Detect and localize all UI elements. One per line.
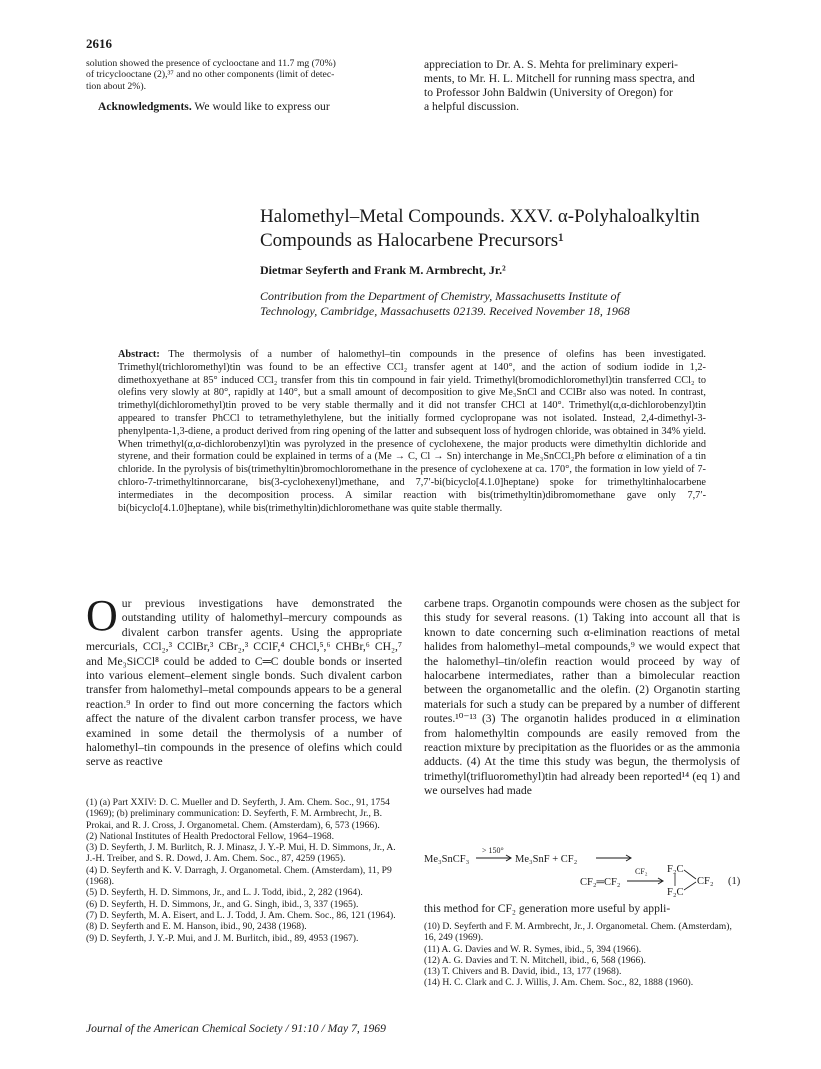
footnote: (11) A. G. Davies and W. R. Symes, ibid., 5, 394 (1966). bbox=[424, 943, 642, 955]
eq-reactant: Me₃SnCF₃ bbox=[424, 854, 470, 865]
article-title bbox=[260, 205, 780, 253]
eq-ring-bottom: F₂C bbox=[667, 887, 684, 898]
footnote: (13) T. Chivers and B. David, ibid., 13, 177 (1968). bbox=[424, 966, 622, 978]
text-line: a helpful discussion. bbox=[424, 100, 519, 113]
right-column-text: carbene traps. Organotin compounds were chosen as the subject for this study for several reasons. (1) Taking into account all that is known to date concerning such α-elimination reactions of metal halides from halomethyl–metal compounds,⁹ we would expect that the halomethyl–tin/olefin reaction would proceed by way of halocarbene intermediates, rather than a bimolecular reaction between the organometallic and the olefin. (2) Organotin starting materials for such a study can be prepared by a number of different routes.¹⁰⁻¹³ (3) The organotin halides produced in α elimination from halomethyltin compounds are easily removed from the reaction mixture by precipitation as the fluorides or as the ammonia adducts. (4) At the time this study was begun, the thermolysis of trimethyl(trifluoromethyl)tin had already been reported¹⁴ (eq 1) and we ourselves had made bbox=[424, 597, 740, 798]
equation-graphic bbox=[424, 845, 754, 899]
introduction-left-column bbox=[86, 591, 402, 770]
footnote: (7) D. Seyferth, M. A. Eisert, and L. J. Todd, J. Am. Chem. Soc., 86, 121 (1964). bbox=[86, 909, 396, 921]
text-line: tion about 2%). bbox=[86, 80, 146, 92]
eq-number: (1) bbox=[728, 876, 741, 887]
journal-footer: Journal of the American Chemical Society / 91:10 / May 7, 1969 bbox=[86, 1022, 386, 1035]
eq-ring-top: F₂C bbox=[667, 864, 684, 875]
footnote: (14) H. C. Clark and C. J. Willis, J. Am. Chem. Soc., 82, 1888 (1960). bbox=[424, 977, 694, 989]
abstract-label: Abstract: bbox=[118, 349, 160, 360]
affiliation-line: Technology, Cambridge, Massachusetts 02139. Received November 18, 1968 bbox=[260, 304, 630, 318]
text-line: to Professor John Baldwin (University of Oregon) for bbox=[424, 86, 673, 99]
previous-article-left bbox=[86, 58, 402, 92]
text-line: ments, to Mr. H. L. Mitchell for running mass spectra, and bbox=[424, 72, 695, 85]
footnote: (5) D. Seyferth, H. D. Simmons, Jr., and L. J. Todd, ibid., 2, 282 (1964). bbox=[86, 887, 363, 899]
drop-cap: O bbox=[86, 591, 118, 640]
abstract-text: The thermolysis of a number of halomethyl–tin compounds in the presence of olefins has been investigated. Trimethyl(trichloromethyl)tin was found to be an effective CCl₂ transfer agent at 140°, and the action of sodium iodide in 1,2-dimethoxyethane at 85° induced CCl₂ transfer from this tin compound in fair yield. Trimethyl(bromodichloromethyl)tin transferred CCl₂ to olefins very slowly at 80°, rapidly at 140°, but a small amount of decomposition to give Me₃SnCl and CClBr also was noted. In contrast, trimethyl(dichloromethyl)tin proved to be very stable thermally and it did not transfer CHCl at 140°. Trimethyl(α,α-dichlorobenzyl)tin appeared to transfer PhCCl to tetramethylethylene, but the initially formed cyclopropane was not isolated. Instead, 2,4-dimethyl-3-phenylpenta-1,3-diene, a product derived from ring opening of the latter and subsequent loss of hydrogen chloride, was obtained in 34% yield. When trimethyl(α,α-dichlorobenzyl)tin was pyrolyzed in the presence of cyclohexene, the major products were dimethyltin dichloride and styrene, and their formation could be explained in terms of a (Me → C, Cl → Sn) interchange in Me₃SnCCl₂Ph before α elimination of a tin chloride. In the pyrolysis of bis(trimethyltin)bromochloromethane in the presence of cyclohexene at ca. 170°, the formation in low yield of 7-chloro-7-trimethyltinnorcarane, bis(3-cyclohexenyl)methane, and 7,7′-bi(bicyclo[4.1.0]heptane) spoke for trimethyltinhalocarbene intermediates in the decomposition process. A similar reaction with bis(trimethyltin)dibromomethane gave only 7,7′-bi(bicyclo[4.1.0]heptane), while bis(trimethyltin)dichloromethane was quite stable thermally. bbox=[118, 349, 706, 514]
text-line: solution showed the presence of cyclooctane and 11.7 mg (70%) bbox=[86, 58, 336, 69]
footnote: (12) A. G. Davies and T. N. Mitchell, ibid., 6, 568 (1966). bbox=[424, 954, 646, 966]
eq-condition: > 150° bbox=[482, 846, 504, 855]
eq-over-arrow: CF₂ bbox=[635, 867, 648, 876]
footnotes-left bbox=[86, 797, 402, 944]
footnotes-right bbox=[424, 921, 744, 989]
eq-reagent: CF₂═CF₂ bbox=[580, 877, 621, 888]
introduction-text: ur previous investigations have demonstrated the outstanding utility of halomethyl–mercury compounds as divalent carbon transfer agents. Using the appropriate mercurials, CCl₂,³ CClBr,³ CBr₂,³ CClF,⁴ CHCl,⁵,⁶ CHBr,⁶ CH₂,⁷ and Me₃SiCCl⁸ could be added to C═C double bonds or inserted into various element–element single bonds. Such divalent carbon transfer from halomethyl–metal compounds appears to be a general reaction.⁹ In order to find out more concerning the factors which affect the nature of the divalent carbon transfer process, we have examined in some detail the thermolysis of a number of halomethyl–tin compounds in the presence of olefins which could serve as reactive bbox=[86, 597, 402, 769]
eq-bond bbox=[684, 870, 696, 879]
authors: Dietmar Seyferth and Frank M. Armbrecht, Jr.² bbox=[260, 263, 506, 277]
footnote: (10) D. Seyferth and F. M. Armbrecht, Jr., J. Organometal. Chem. (Amsterdam), 16, 249 (1969). bbox=[424, 921, 732, 944]
acknowledgments-text: We would like to express our bbox=[194, 100, 330, 113]
eq-products: Me₃SnF + CF₂ bbox=[515, 854, 578, 865]
equation-1 bbox=[424, 845, 754, 899]
footnote: (3) D. Seyferth, J. M. Burlitch, R. J. Minasz, J. Y.-P. Mui, H. D. Simmons, Jr., A. J.-H. Treiber, and S. R. Dowd, J. Am. Chem. Soc., 87, 4259 (1965). bbox=[86, 842, 396, 865]
text-line: appreciation to Dr. A. S. Mehta for preliminary experi- bbox=[424, 58, 679, 71]
previous-article-right bbox=[424, 58, 744, 114]
affiliation-line: Contribution from the Department of Chemistry, Massachusetts Institute of bbox=[260, 289, 620, 303]
footnote: (9) D. Seyferth, J. Y.-P. Mui, and J. M. Burlitch, ibid., 89, 4953 (1967). bbox=[86, 932, 359, 944]
right-column-text-continued: this method for CF₂ generation more useful by appli- bbox=[424, 902, 671, 915]
title-line: Compounds as Halocarbene Precursors¹ bbox=[260, 230, 564, 251]
footnote: (4) D. Seyferth and K. V. Darragh, J. Organometal. Chem. (Amsterdam), 11, P9 (1968). bbox=[86, 864, 392, 888]
footnote: (2) National Institutes of Health Predoctoral Fellow, 1964–1968. bbox=[86, 830, 334, 842]
abstract bbox=[118, 349, 706, 515]
eq-ring-right: CF₂ bbox=[697, 876, 714, 887]
footnote: (1) (a) Part XXIV: D. C. Mueller and D. Seyferth, J. Am. Chem. Soc., 91, 1754 (1969); (b) preliminary communication: D. Seyferth, F. M. Armbrecht, Jr., B. Prokai, and R. J. Cross, J. Organometal. Chem. (Amsterdam), 6, 573 (1966). bbox=[86, 797, 390, 831]
acknowledgments-heading: Acknowledgments. bbox=[98, 100, 192, 113]
footnote: (6) D. Seyferth, H. D. Simmons, Jr., and G. Singh, ibid., 3, 337 (1965). bbox=[86, 898, 359, 910]
affiliation bbox=[260, 289, 780, 319]
text-line: of tricyclooctane (2),³⁷ and no other components (limit of detec- bbox=[86, 69, 335, 81]
page-number: 2616 bbox=[86, 36, 112, 51]
footnote: (8) D. Seyferth and E. M. Hanson, ibid., 90, 2438 (1968). bbox=[86, 921, 307, 933]
title-line: Halomethyl–Metal Compounds. XXV. α-Polyhaloalkyltin bbox=[260, 206, 700, 227]
eq-bond bbox=[684, 882, 696, 890]
acknowledgments bbox=[98, 100, 408, 114]
